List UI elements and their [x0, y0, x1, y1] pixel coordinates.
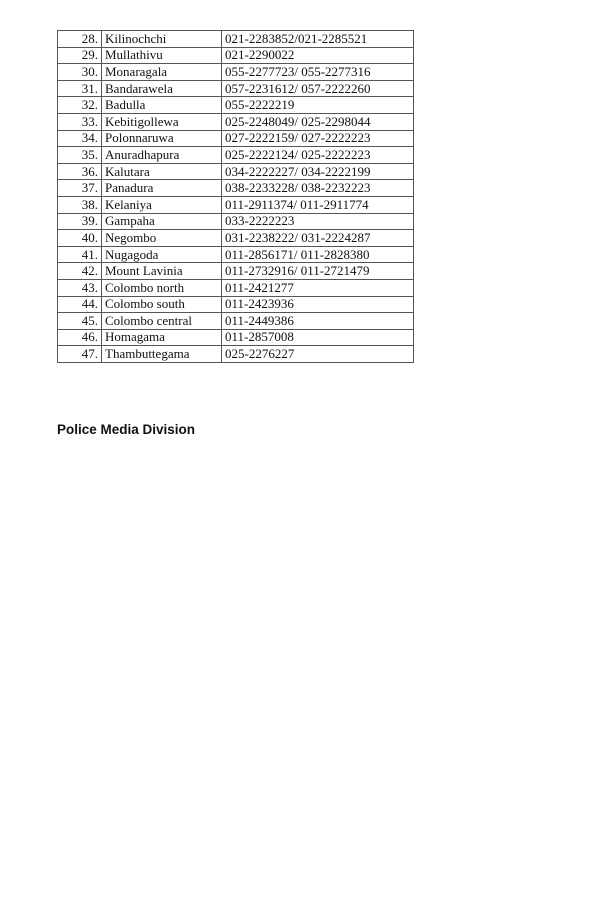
table-row	[58, 263, 414, 280]
row-number: 36.	[58, 163, 102, 180]
phone-numbers: 011-2856171/ 011-2828380	[222, 246, 414, 263]
table-row	[58, 80, 414, 97]
row-number: 41.	[58, 246, 102, 263]
row-number: 42.	[58, 263, 102, 280]
table-row	[58, 279, 414, 296]
table-row	[58, 296, 414, 313]
station-name: Mullathivu	[102, 47, 222, 64]
station-name: Badulla	[102, 97, 222, 114]
row-number: 35.	[58, 147, 102, 164]
station-name: Colombo north	[102, 279, 222, 296]
station-name: Nugagoda	[102, 246, 222, 263]
phone-numbers: 025-2222124/ 025-2222223	[222, 147, 414, 164]
phone-numbers: 011-2423936	[222, 296, 414, 313]
table-row	[58, 31, 414, 48]
police-contacts-table-body	[58, 31, 414, 363]
row-number: 34.	[58, 130, 102, 147]
police-contacts-table	[57, 30, 414, 363]
phone-numbers: 027-2222159/ 027-2222223	[222, 130, 414, 147]
table-row	[58, 230, 414, 247]
row-number: 28.	[58, 31, 102, 48]
station-name: Kebitigollewa	[102, 113, 222, 130]
row-number: 30.	[58, 64, 102, 81]
table-row	[58, 329, 414, 346]
phone-numbers: 021-2290022	[222, 47, 414, 64]
table-row	[58, 97, 414, 114]
station-name: Anuradhapura	[102, 147, 222, 164]
table-row	[58, 213, 414, 230]
row-number: 31.	[58, 80, 102, 97]
table-row	[58, 180, 414, 197]
station-name: Kelaniya	[102, 196, 222, 213]
row-number: 39.	[58, 213, 102, 230]
phone-numbers: 038-2233228/ 038-2232223	[222, 180, 414, 197]
table-row	[58, 113, 414, 130]
table-row	[58, 196, 414, 213]
phone-numbers: 055-2277723/ 055-2277316	[222, 64, 414, 81]
table-row	[58, 130, 414, 147]
phone-numbers: 033-2222223	[222, 213, 414, 230]
station-name: Colombo central	[102, 313, 222, 330]
row-number: 46.	[58, 329, 102, 346]
table-row	[58, 246, 414, 263]
table-row	[58, 163, 414, 180]
station-name: Gampaha	[102, 213, 222, 230]
station-name: Kilinochchi	[102, 31, 222, 48]
table-row	[58, 346, 414, 363]
phone-numbers: 011-2911374/ 011-2911774	[222, 196, 414, 213]
phone-numbers: 057-2231612/ 057-2222260	[222, 80, 414, 97]
station-name: Negombo	[102, 230, 222, 247]
phone-numbers: 011-2857008	[222, 329, 414, 346]
station-name: Panadura	[102, 180, 222, 197]
table-row	[58, 313, 414, 330]
station-name: Thambuttegama	[102, 346, 222, 363]
station-name: Polonnaruwa	[102, 130, 222, 147]
phone-numbers: 025-2276227	[222, 346, 414, 363]
station-name: Mount Lavinia	[102, 263, 222, 280]
station-name: Kalutara	[102, 163, 222, 180]
phone-numbers: 025-2248049/ 025-2298044	[222, 113, 414, 130]
table-row	[58, 47, 414, 64]
police-media-division-title: Police Media Division	[57, 422, 196, 437]
row-number: 32.	[58, 97, 102, 114]
row-number: 45.	[58, 313, 102, 330]
row-number: 33.	[58, 113, 102, 130]
phone-numbers: 011-2449386	[222, 313, 414, 330]
row-number: 29.	[58, 47, 102, 64]
row-number: 44.	[58, 296, 102, 313]
row-number: 38.	[58, 196, 102, 213]
phone-numbers: 055-2222219	[222, 97, 414, 114]
row-number: 40.	[58, 230, 102, 247]
row-number: 47.	[58, 346, 102, 363]
table-row	[58, 64, 414, 81]
station-name: Colombo south	[102, 296, 222, 313]
phone-numbers: 011-2732916/ 011-2721479	[222, 263, 414, 280]
station-name: Homagama	[102, 329, 222, 346]
station-name: Monaragala	[102, 64, 222, 81]
row-number: 37.	[58, 180, 102, 197]
row-number: 43.	[58, 279, 102, 296]
phone-numbers: 034-2222227/ 034-2222199	[222, 163, 414, 180]
phone-numbers: 031-2238222/ 031-2224287	[222, 230, 414, 247]
phone-numbers: 011-2421277	[222, 279, 414, 296]
station-name: Bandarawela	[102, 80, 222, 97]
phone-numbers: 021-2283852/021-2285521	[222, 31, 414, 48]
table-row	[58, 147, 414, 164]
